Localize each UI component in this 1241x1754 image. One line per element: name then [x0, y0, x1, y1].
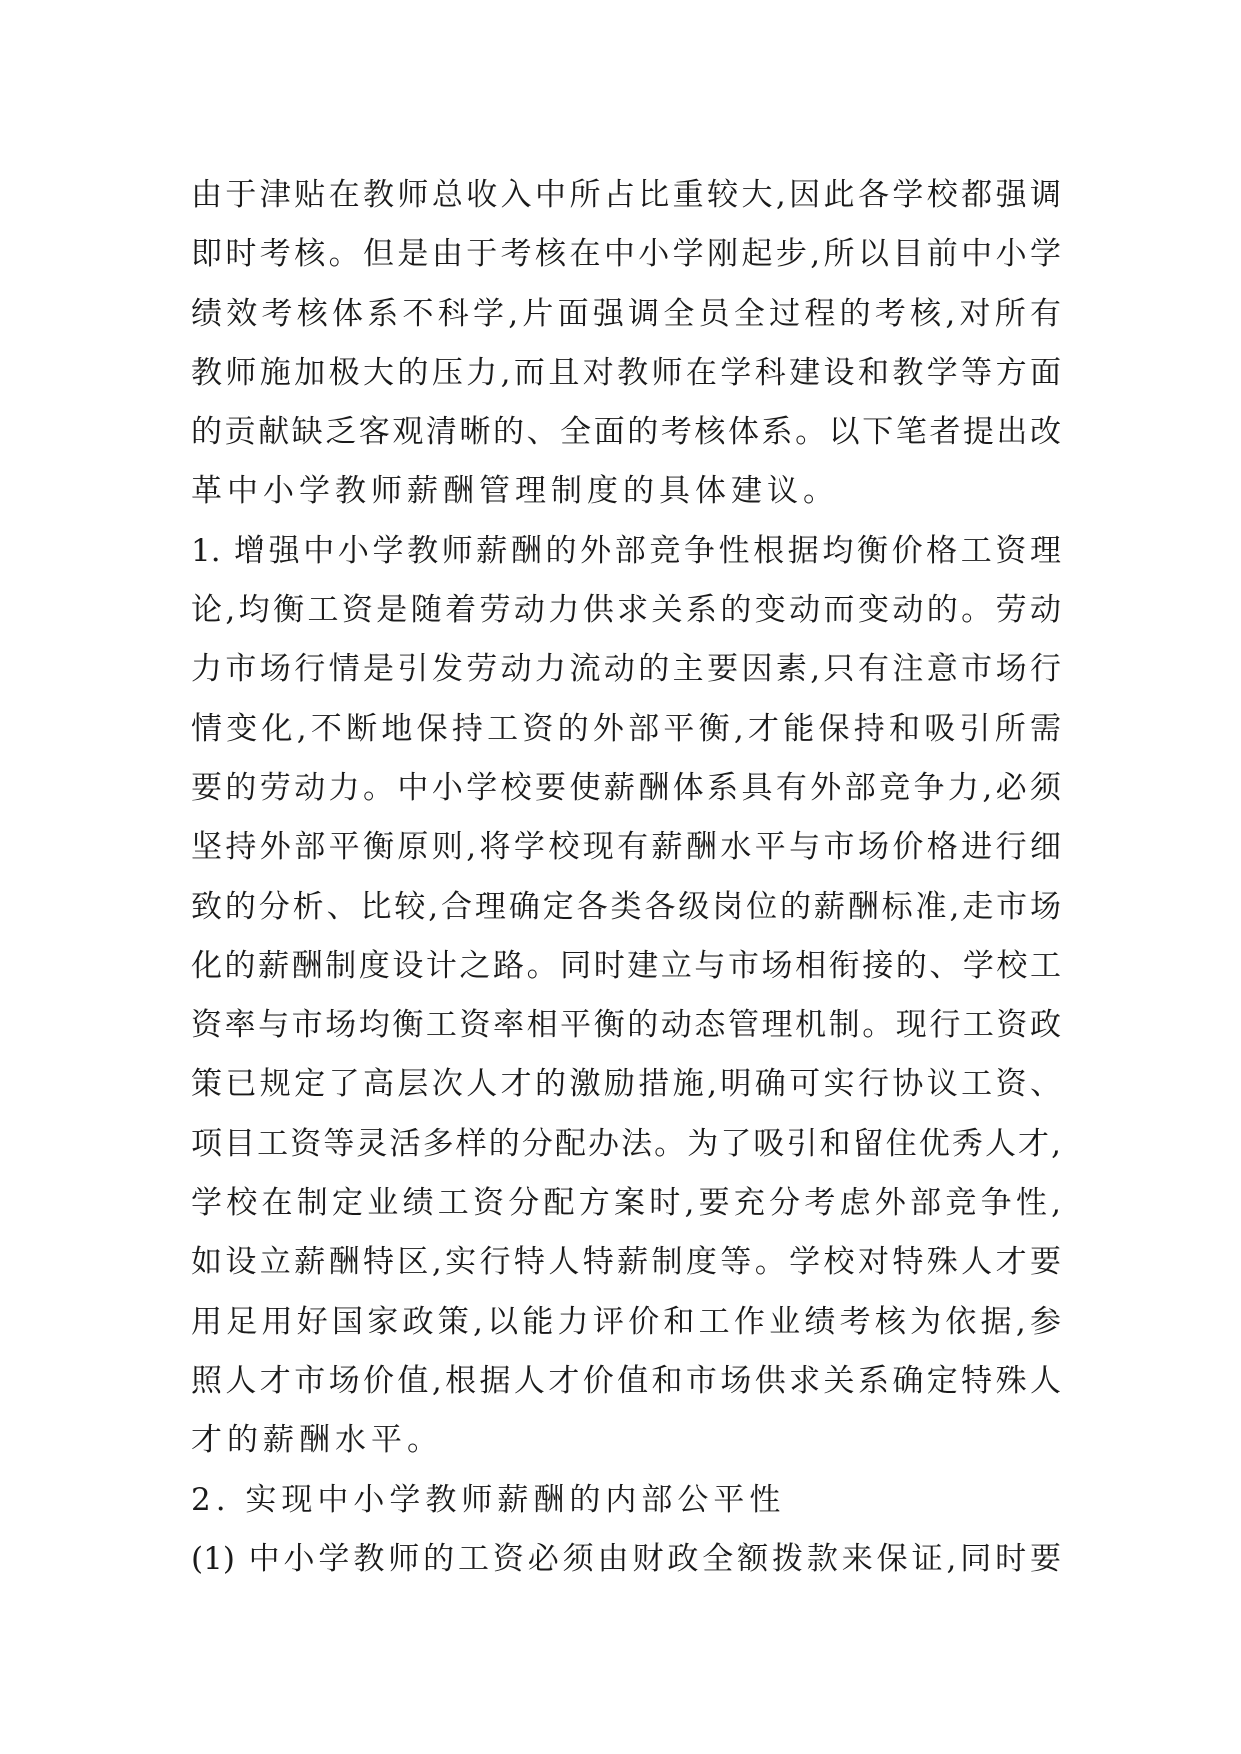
text-line: (1) 中小学教师的工资必须由财政全额拨款来保证,同时要	[191, 1540, 1061, 1577]
text-line: 学校在制定业绩工资分配方案时,要充分考虑外部竞争性,	[191, 1185, 1061, 1222]
text-line: 如设立薪酬特区,实行特人特薪制度等。学校对特殊人才要	[191, 1244, 1061, 1281]
text-line: 坚持外部平衡原则,将学校现有薪酬水平与市场价格进行细	[191, 829, 1061, 866]
text-line: 论,均衡工资是随着劳动力供求关系的变动而变动的。劳动	[191, 592, 1061, 629]
text-line: 照人才市场价值,根据人才价值和市场供求关系确定特殊人	[191, 1362, 1061, 1399]
text-line: 1. 增强中小学教师薪酬的外部竞争性根据均衡价格工资理	[191, 532, 1061, 569]
section-heading: 2. 实现中小学教师薪酬的内部公平性	[191, 1481, 786, 1518]
text-line: 要的劳动力。中小学校要使薪酬体系具有外部竞争力,必须	[191, 769, 1061, 806]
text-line: 化的薪酬制度设计之路。同时建立与市场相衔接的、学校工	[191, 947, 1061, 984]
text-line: 资率与市场均衡工资率相平衡的动态管理机制。现行工资政	[191, 1007, 1061, 1044]
document-body	[191, 166, 1061, 1589]
text-line: 策已规定了高层次人才的激励措施,明确可实行协议工资、	[191, 1066, 1061, 1103]
text-line: 才的薪酬水平。	[191, 1422, 443, 1459]
text-line: 力市场行情是引发劳动力流动的主要因素,只有注意市场行	[191, 651, 1061, 688]
text-line: 由于津贴在教师总收入中所占比重较大,因此各学校都强调	[191, 177, 1061, 213]
text-line: 的贡献缺乏客观清晰的、全面的考核体系。以下笔者提出改	[191, 414, 1061, 451]
text-line: 项目工资等灵活多样的分配办法。为了吸引和留住优秀人才,	[191, 1125, 1061, 1162]
text-line: 绩效考核体系不科学,片面强调全员全过程的考核,对所有	[191, 295, 1061, 332]
text-line: 致的分析、比较,合理确定各类各级岗位的薪酬标准,走市场	[191, 888, 1061, 925]
text-line: 用足用好国家政策,以能力评价和工作业绩考核为依据,参	[191, 1303, 1061, 1340]
text-line: 教师施加极大的压力,而且对教师在学科建设和教学等方面	[191, 354, 1061, 391]
text-line: 革中小学教师薪酬管理制度的具体建议。	[191, 473, 839, 510]
text-line: 即时考核。但是由于考核在中小学刚起步,所以目前中小学	[191, 236, 1061, 273]
text-line: 情变化,不断地保持工资的外部平衡,才能保持和吸引所需	[191, 710, 1061, 747]
